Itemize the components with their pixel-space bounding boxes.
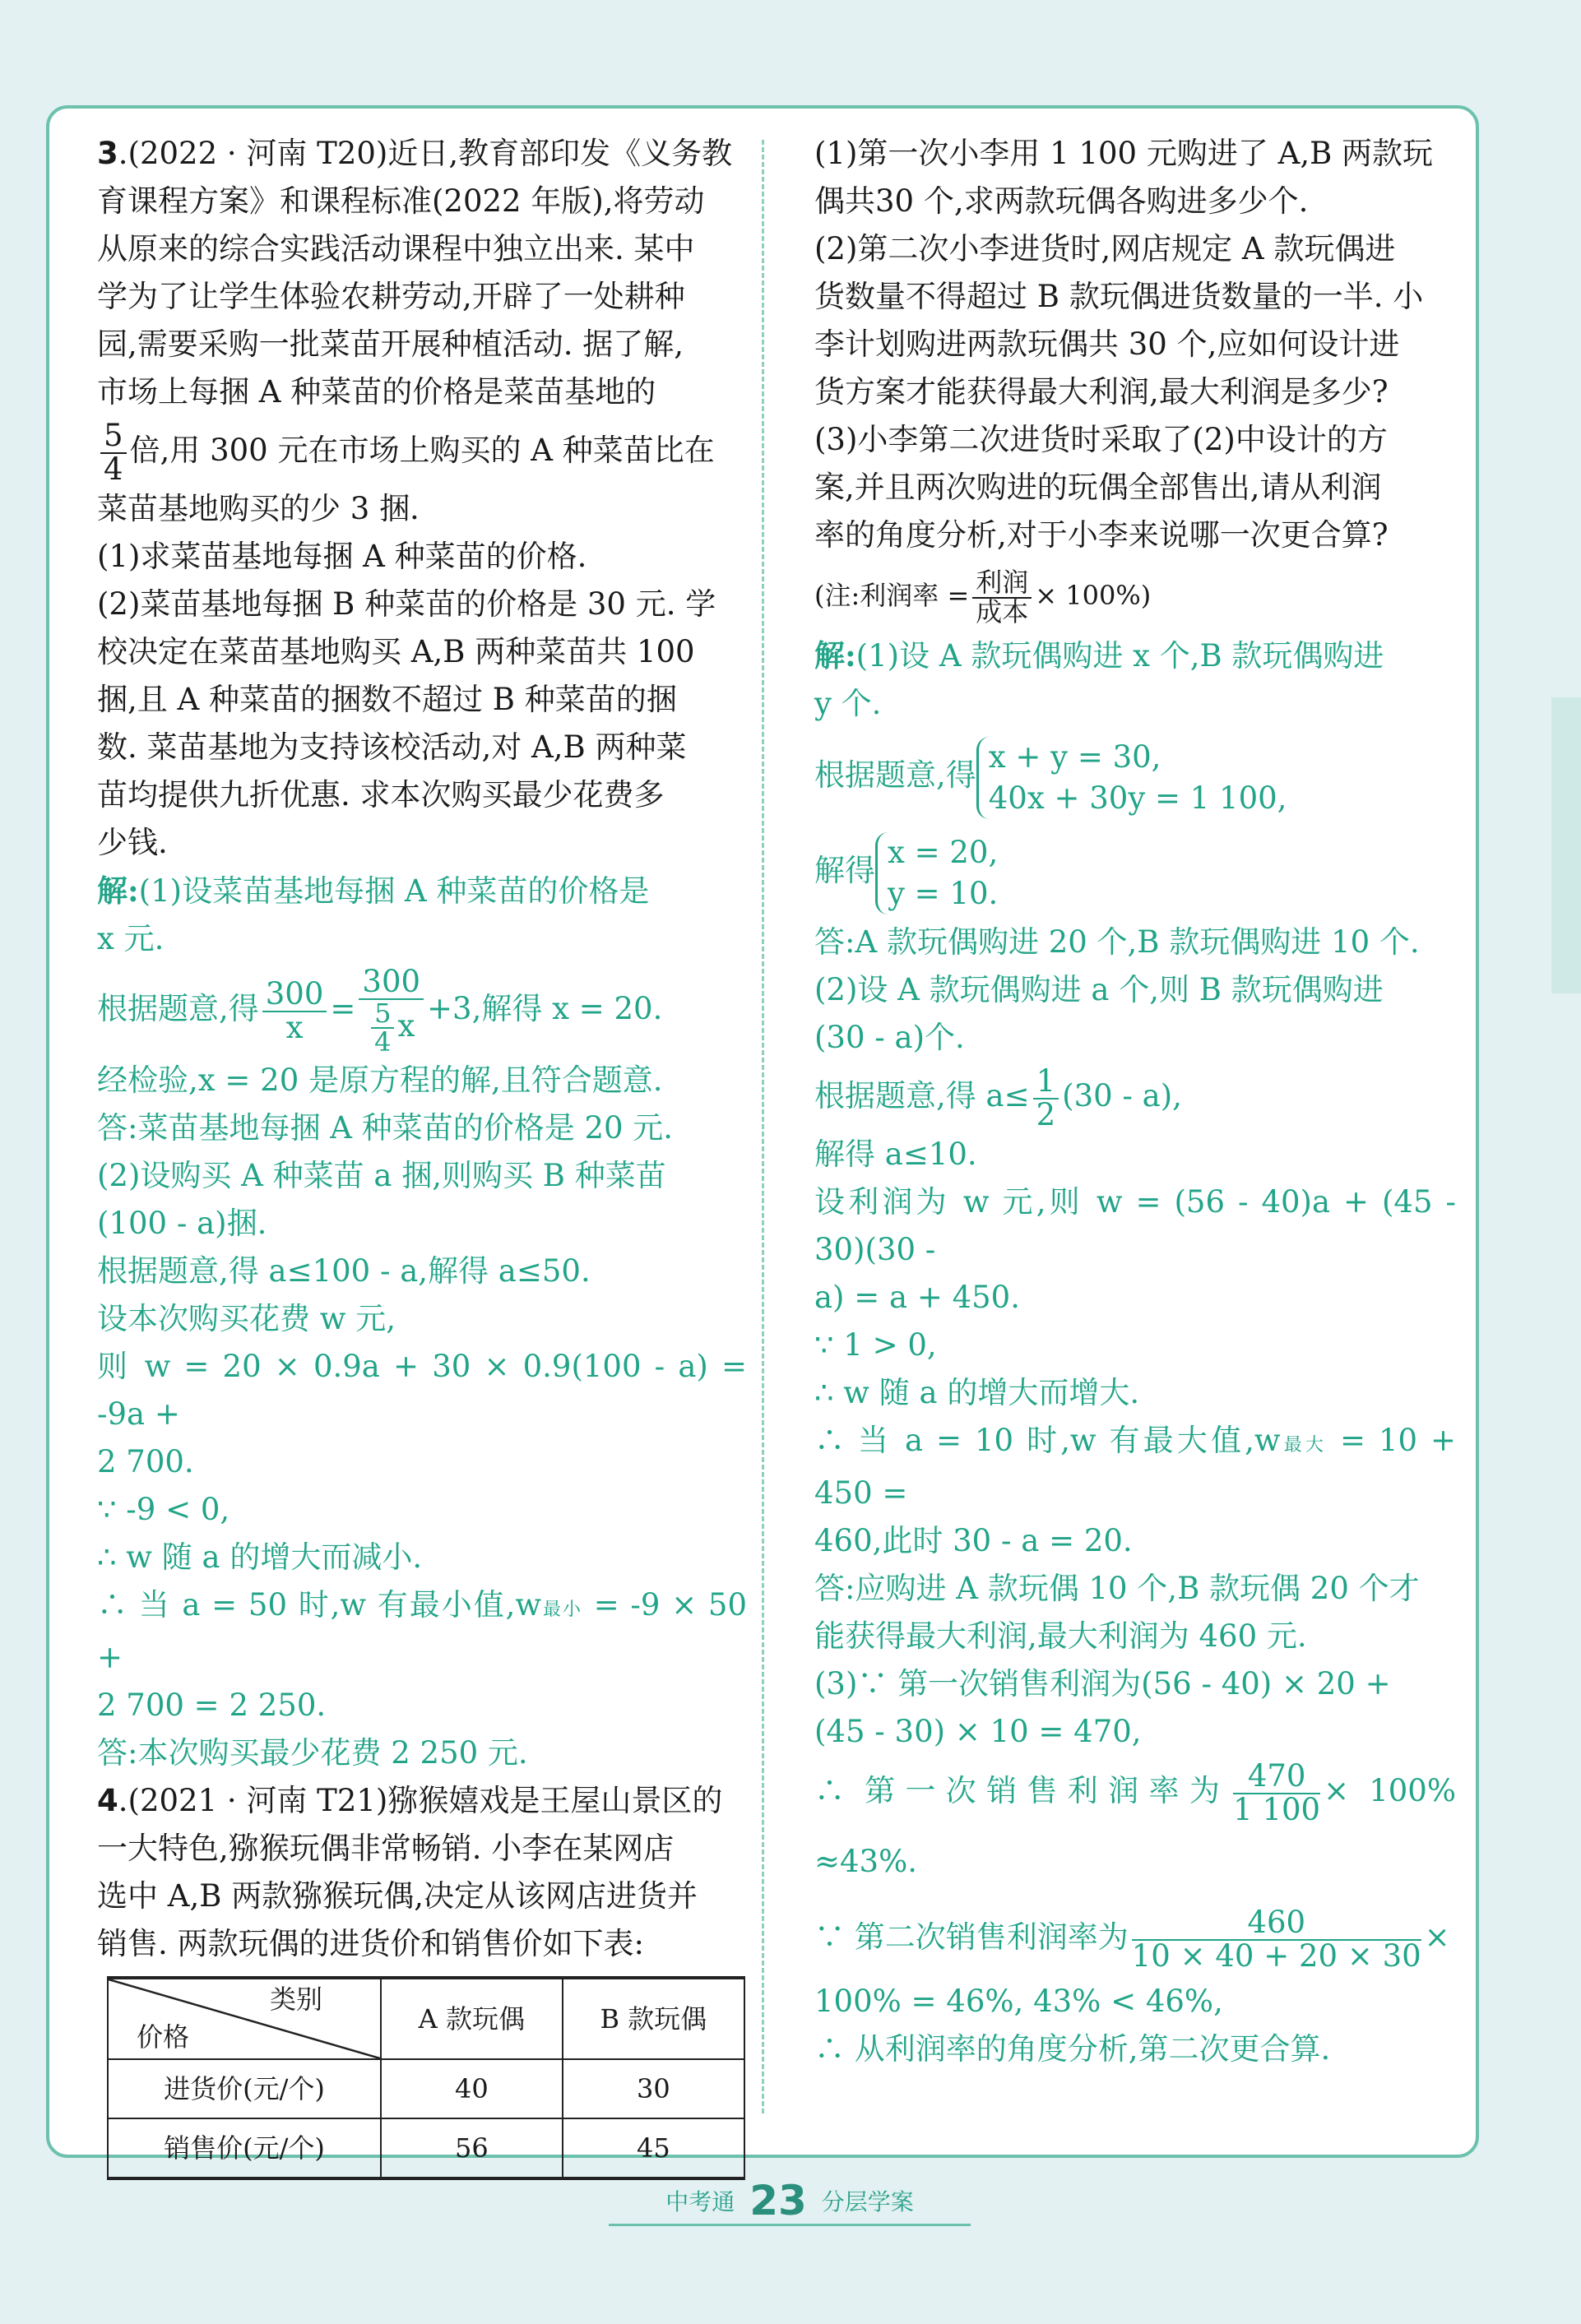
table-cell: 30: [563, 2059, 744, 2118]
q4-subquestion: 率的角度分析,对于小李来说哪一次更合算?: [814, 517, 1389, 553]
q3-solution: [97, 867, 747, 1777]
fraction-denominator: 4: [374, 1026, 392, 1058]
question-number: 3: [97, 136, 118, 171]
solution-text: +3,解得 x = 20.: [427, 991, 663, 1027]
fraction-numerator: 300: [262, 979, 327, 1012]
table-row: [108, 2059, 744, 2118]
equation: x = 20,: [888, 834, 999, 870]
q3-stem-line: [97, 130, 747, 178]
equation: x + y = 30,: [988, 738, 1161, 775]
nested-fraction: [371, 997, 394, 1058]
q3-text: .(2022 · 河南 T20)近日,教育部印发《义务教: [118, 136, 733, 171]
variable: x: [397, 1007, 415, 1044]
solution-text: (1)设 A 款玩偶购进 x 个,B 款玩偶购进: [855, 638, 1384, 674]
solution-line: ∴ w 随 a 的增大而减小.: [97, 1539, 423, 1575]
q4-stem-line: 销售. 两款玩偶的进货价和销售价如下表:: [97, 1925, 644, 1961]
fraction-denominator: 2: [1036, 1096, 1056, 1132]
solution-text: × 100% ≈43%.: [814, 1773, 1456, 1880]
solution-line: (2)设 A 款玩偶购进 a 个,则 B 款玩偶购进: [814, 972, 1384, 1007]
solution-text: (1)设菜苗基地每捆 A 种菜苗的价格是: [138, 873, 650, 910]
solution-line: x 元.: [97, 921, 165, 957]
q3-subquestion: 校决定在菜苗基地购买 A,B 两种菜苗共 100: [97, 634, 695, 670]
solution-line: a) = a + 450.: [814, 1280, 1020, 1316]
fraction-numerator: 300: [359, 966, 424, 1000]
table-row-label: 销售价(元/个): [108, 2118, 381, 2178]
fraction-denominator: 成本: [976, 595, 1029, 627]
q4-subquestion: (1)第一次小李用 1 100 元购进了 A,B 两款玩: [814, 136, 1434, 171]
solution-line: y 个.: [814, 686, 882, 721]
note-text: (注:利润率 =: [814, 580, 970, 611]
solution-text: ∴ 当 a = 10 时,w 有最大值,w: [814, 1423, 1281, 1459]
solution-text: ∵ 第二次销售利润率为: [814, 1919, 1129, 1956]
fraction-denominator: [359, 997, 424, 1058]
q4-subquestion: 货方案才能获得最大利润,最大利润是多少?: [814, 374, 1389, 410]
equation-system: [875, 832, 998, 914]
table-cell: 45: [563, 2118, 744, 2178]
fraction: [972, 566, 1032, 627]
q3-subquestion: 苗均提供九折优惠. 求本次购买最少花费多: [97, 777, 665, 813]
fraction-numerator: 470: [1233, 1761, 1320, 1794]
q3-subquestion: 捆,且 A 种菜苗的捆数不超过 B 种菜苗的捆: [97, 682, 677, 718]
fraction: [359, 963, 424, 1058]
solution-line: ∵ -9 < 0,: [97, 1491, 230, 1527]
solution-text: = -9 × 50 +: [97, 1586, 747, 1675]
solution-line: (2)设购买 A 种菜苗 a 捆,则购买 B 种菜苗: [97, 1157, 666, 1193]
q4-stem-line: 一大特色,猕猴玩偶非常畅销. 小李在某网店: [97, 1830, 675, 1866]
solution-text: 根据题意,得: [814, 757, 976, 793]
q3-subquestion: (2)菜苗基地每捆 B 种菜苗的价格是 30 元. 学: [97, 586, 716, 623]
solution-line: 能获得最大利润,最大利润为 460 元.: [814, 1618, 1307, 1655]
solution-line: 460,此时 30 - a = 20.: [814, 1523, 1133, 1559]
left-column: [97, 130, 747, 2180]
footer-banner: [609, 2178, 971, 2226]
solution-line: (3)∵ 第一次销售利润为(56 - 40) × 20 +: [814, 1666, 1391, 1702]
solution-line: 设本次购买花费 w 元,: [97, 1300, 396, 1336]
solution-line: [814, 1062, 1456, 1131]
solution-line: [814, 823, 1456, 919]
diagonal-header-cell: [108, 1978, 381, 2059]
q3-stem-line: 从原来的综合实践活动课程中独立出来. 某中: [97, 231, 695, 266]
solution-line: [814, 1897, 1456, 1978]
solution-line: (30 - a)个.: [814, 1020, 965, 1055]
fraction-denominator: 1 100: [1233, 1791, 1321, 1827]
side-tab: [1551, 697, 1581, 993]
equation: 40x + 30y = 1 100,: [988, 780, 1287, 816]
q3-stem-line: 菜苗基地购买的少 3 捆.: [97, 491, 420, 527]
table-cell: 40: [381, 2059, 563, 2118]
solution-line: 答:本次购买最少花费 2 250 元.: [97, 1734, 528, 1771]
page-number: 23: [749, 2177, 807, 2224]
solution-line: 2 700.: [97, 1443, 194, 1479]
fraction: [1033, 1062, 1059, 1132]
solution-text: = 10 + 450 =: [814, 1423, 1456, 1512]
q3-stem-line: 市场上每捆 A 种菜苗的价格是菜苗基地的: [97, 374, 656, 410]
equals-sign: =: [330, 991, 356, 1027]
q4-subquestion: (3)小李第二次进货时采取了(2)中设计的方: [814, 422, 1388, 457]
table-cell: 56: [381, 2118, 563, 2178]
equation-system: [976, 737, 1287, 819]
q4-subquestion: 偶共30 个,求两款玩偶各购进多少个.: [814, 183, 1309, 219]
solution-line: 经检验,x = 20 是原方程的解,且符合题意.: [97, 1062, 663, 1098]
solution-line: 设利润为 w 元,则 w = (56 - 40)a + (45 - 30)(30 -: [814, 1184, 1456, 1268]
page-footer: [0, 2178, 1581, 2227]
right-column: [814, 130, 1456, 2073]
fraction-numerator: 5: [371, 1000, 394, 1030]
solution-line: 2 700 = 2 250.: [97, 1687, 327, 1723]
question-number: 4: [97, 1782, 118, 1818]
subscript: 最大: [1280, 1435, 1328, 1456]
solution-line: 答:应购进 A 款玩偶 10 个,B 款玩偶 20 个才: [814, 1571, 1420, 1607]
solution-line: 解得 a≤10.: [814, 1137, 977, 1173]
q4-subquestion: (2)第二次小李进货时,网店规定 A 款玩偶进: [814, 231, 1396, 266]
q3-stem-line: 育课程方案》和课程标准(2022 年版),将劳动: [97, 183, 705, 219]
q3-subquestion: (1)求菜苗基地每捆 A 种菜苗的价格.: [97, 539, 587, 575]
fraction: [100, 417, 127, 487]
q4-subquestion: 货数量不得超过 B 款玩偶进货数量的一半. 小: [814, 279, 1424, 314]
q3-stem-line: 园,需要采购一批菜苗开展种植活动. 据了解,: [97, 326, 684, 362]
q4-solution: [814, 632, 1456, 2073]
q4-subquestion: 案,并且两次购进的玩偶全部售出,请从利润: [814, 470, 1382, 505]
solution-label: 解:: [814, 637, 856, 674]
fraction-numerator: 460: [1132, 1907, 1421, 1941]
subscript: 最小: [541, 1599, 582, 1620]
header-price-label: 价格: [137, 2021, 190, 2053]
solution-line: ∵ 1 > 0,: [814, 1327, 937, 1363]
solution-line: ∴ 从利润率的角度分析,第二次更合算.: [814, 2031, 1331, 2067]
fraction-denominator: 10 × 40 + 20 × 30: [1131, 1937, 1421, 1974]
q4-stem-line: 选中 A,B 两款猕猴玩偶,决定从该网店进货并: [97, 1877, 698, 1914]
solution-text: ∴ 当 a = 50 时,w 有最小值,w: [97, 1586, 542, 1623]
solution-line: ∴ w 随 a 的增大而增大.: [814, 1375, 1140, 1411]
q3-subquestion: 数. 菜苗基地为支持该校活动,对 A,B 两种菜: [97, 729, 687, 766]
table-header-cell: A 款玩偶: [381, 1978, 563, 2059]
solution-text: 根据题意,得 a≤: [814, 1078, 1030, 1113]
table-header-row: [108, 1978, 744, 2059]
q3-stem-line: [97, 416, 747, 485]
table-row-label: 进货价(元/个): [108, 2059, 381, 2118]
column-divider: [762, 140, 764, 2113]
footer-brand: 中考通: [665, 2188, 735, 2215]
price-table: [107, 1976, 745, 2180]
solution-text: ×: [1424, 1919, 1450, 1956]
solution-line: [97, 963, 747, 1057]
q4-stem-line: [97, 1777, 747, 1825]
q3-text: 倍,用 300 元在市场上购买的 A 种菜苗比在: [129, 433, 715, 468]
solution-label: 解:: [97, 873, 139, 910]
q4-subquestion: 李计划购进两款玩偶共 30 个,应如何设计进: [814, 326, 1400, 362]
fraction: [1132, 1907, 1421, 1973]
solution-line: 答:菜苗基地每捆 A 种菜苗的价格是 20 元.: [97, 1109, 674, 1146]
solution-line: [814, 1756, 1456, 1897]
table-row: [108, 2118, 744, 2178]
fraction: [262, 976, 327, 1045]
solution-text: (30 - a),: [1062, 1078, 1182, 1113]
solution-text: ∴ 第一次销售利润率为: [814, 1773, 1231, 1809]
q3-subquestion: 少钱.: [97, 825, 168, 861]
footer-series: 分层学案: [821, 2188, 914, 2215]
fraction-denominator: x: [285, 1009, 304, 1045]
solution-line: [814, 632, 1456, 680]
solution-text: 解得: [814, 853, 875, 888]
equation: y = 10.: [888, 875, 999, 911]
fraction-numerator: 利润: [972, 569, 1032, 599]
note-text: × 100%): [1035, 580, 1152, 611]
q4-text: .(2021 · 河南 T21)猕猴嬉戏是王屋山景区的: [118, 1782, 723, 1818]
solution-line: [814, 1417, 1456, 1517]
header-category-label: 类别: [269, 1983, 322, 2015]
solution-line: 则 w = 20 × 0.9a + 30 × 0.9(100 - a) = -9a +: [97, 1348, 747, 1432]
fraction: [1233, 1758, 1321, 1827]
solution-line: 答:A 款玩偶购进 20 个,B 款玩偶购进 10 个.: [814, 924, 1420, 960]
solution-line: [97, 867, 747, 915]
solution-line: 100% = 46%, 43% < 46%,: [814, 1984, 1223, 2020]
q3-stem-line: 学为了让学生体验农耕劳动,开辟了一处耕种: [97, 279, 685, 314]
solution-line: (100 - a)捆.: [97, 1205, 267, 1241]
solution-text: 根据题意,得: [97, 991, 259, 1027]
solution-line: [814, 728, 1456, 823]
solution-line: (45 - 30) × 10 = 470,: [814, 1714, 1142, 1750]
fraction-numerator: 1: [1033, 1066, 1059, 1100]
fraction-denominator: 4: [104, 451, 123, 487]
solution-line: 根据题意,得 a≤100 - a,解得 a≤50.: [97, 1252, 591, 1289]
solution-line: [97, 1581, 747, 1682]
table-header-cell: B 款玩偶: [563, 1978, 744, 2059]
q4-note: [814, 559, 1456, 632]
fraction-numerator: 5: [100, 420, 127, 454]
